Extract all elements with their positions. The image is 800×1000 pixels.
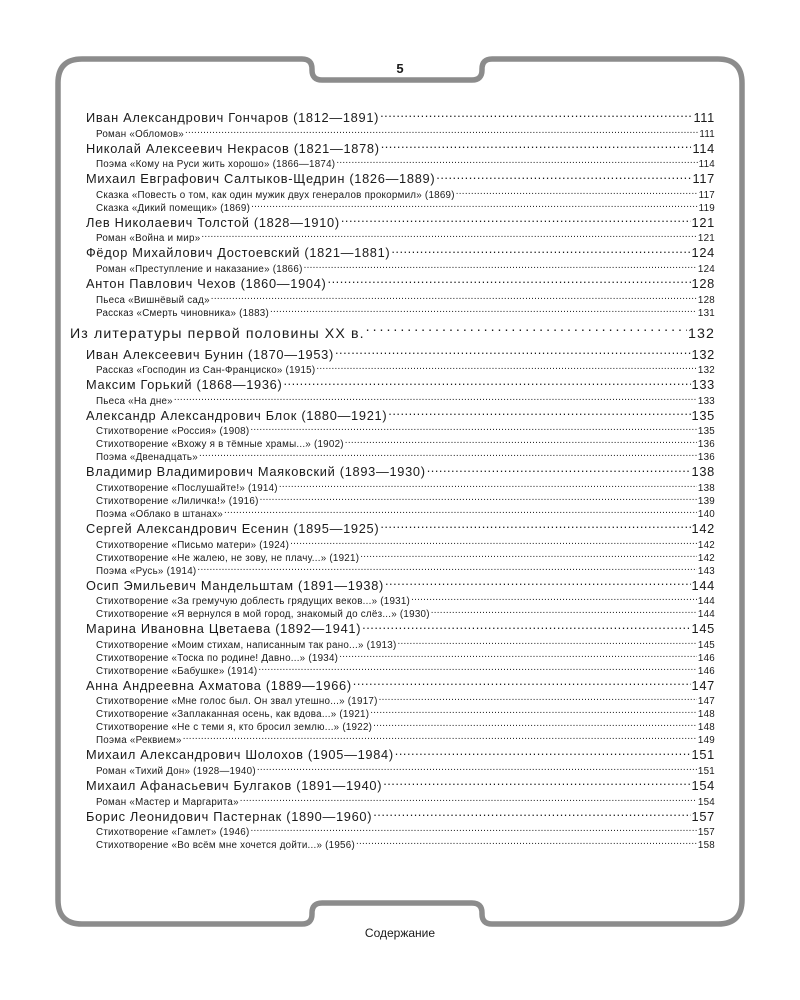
toc-entry-page-number: 147 (697, 696, 715, 707)
dot-leader (353, 676, 691, 690)
toc-entry-page-number: 133 (691, 377, 715, 393)
toc-entry-page-number: 135 (697, 426, 715, 437)
toc-entry-title: Михаил Евграфович Салтыков-Щедрин (1826—1889) (86, 171, 436, 187)
toc-work-entry (70, 200, 715, 213)
toc-entry-title: Рассказ «Господин из Сан-Франциско» (1915) (96, 365, 316, 376)
dot-leader (185, 126, 698, 137)
toc-entry-title: Роман «Тихий Дон» (1928—1940) (96, 765, 256, 776)
toc-author-entry (70, 375, 715, 393)
toc-entry-title: Анна Андреевна Ахматова (1889—1966) (86, 677, 352, 693)
dot-leader (260, 493, 697, 504)
toc-entry-page-number: 144 (697, 596, 715, 607)
dot-leader (224, 506, 697, 517)
toc-entry-title: Сказка «Повесть о том, как один мужик двух генералов прокормил» (1869) (96, 189, 455, 200)
toc-author-entry (70, 345, 715, 363)
toc-entry-page-number: 111 (693, 110, 715, 125)
toc-entry-page-number: 154 (697, 796, 715, 807)
toc-entry-title: Борис Леонидович Пастернак (1890—1960) (86, 808, 373, 824)
toc-work-entry (70, 493, 715, 506)
dot-leader (336, 156, 697, 167)
dot-leader (257, 763, 697, 774)
toc-entry-page-number: 149 (697, 735, 715, 746)
toc-author-entry (70, 745, 715, 763)
toc-entry-page-number: 117 (698, 189, 715, 200)
toc-section-entry (70, 323, 715, 345)
toc-entry-title: Пьеса «На дне» (96, 395, 173, 406)
toc-work-entry (70, 305, 715, 318)
toc-author-entry (70, 406, 715, 424)
toc-entry-page-number: 121 (697, 233, 715, 244)
toc-entry-title: Марина Ивановна Цветаева (1892—1941) (86, 621, 362, 637)
toc-entry-title: Поэма «Облако в штанах» (96, 508, 223, 519)
toc-author-entry (70, 243, 715, 261)
toc-entry-title: Роман «Мастер и Маргарита» (96, 796, 239, 807)
toc-work-entry (70, 593, 715, 606)
toc-work-entry (70, 362, 715, 375)
toc-entry-page-number: 124 (691, 245, 715, 261)
dot-leader (183, 732, 697, 743)
dot-leader (391, 243, 690, 257)
toc-entry-title: Стихотворение «Послушайте!» (1914) (96, 482, 278, 493)
dot-leader (395, 745, 691, 759)
toc-author-entry (70, 139, 715, 157)
toc-entry-page-number: 145 (697, 639, 715, 650)
toc-entry-page-number: 140 (697, 508, 715, 519)
toc-entry-page-number: 111 (699, 128, 715, 139)
toc-work-entry (70, 637, 715, 650)
toc-entry-page-number: 132 (688, 325, 715, 342)
toc-entry-title: Стихотворение «Тоска по родине! Давно...» (1934) (96, 652, 339, 663)
dot-leader (211, 292, 697, 303)
dot-leader (174, 393, 697, 404)
toc-work-entry (70, 550, 715, 563)
toc-entry-page-number: 147 (691, 677, 715, 693)
toc-entry-page-number: 142 (697, 539, 715, 550)
toc-entry-title: Стихотворение «Россия» (1908) (96, 426, 250, 437)
toc-entry-page-number: 136 (697, 439, 715, 450)
footer-label: Содержание (364, 926, 436, 940)
toc-work-entry (70, 606, 715, 619)
dot-leader (270, 305, 697, 316)
toc-entry-page-number: 151 (691, 747, 715, 763)
toc-author-entry (70, 213, 715, 231)
toc-entry-title: Стихотворение «Вхожу я в тёмные храмы...» (1902) (96, 439, 344, 450)
dot-leader (427, 462, 691, 476)
toc-author-entry (70, 519, 715, 537)
dot-leader (356, 837, 697, 848)
toc-entry-title: Иван Алексеевич Бунин (1870—1953) (86, 346, 334, 362)
toc-author-entry (70, 274, 715, 292)
toc-entry-title: Сказка «Дикий помещик» (1869) (96, 202, 251, 213)
toc-entry-title: Стихотворение «Письмо матери» (1924) (96, 539, 290, 550)
page-number: 5 (396, 61, 404, 76)
toc-entry-page-number: 124 (697, 263, 715, 274)
toc-work-entry (70, 126, 715, 139)
toc-entry-page-number: 148 (697, 709, 715, 720)
dot-leader (379, 693, 697, 704)
toc-entry-title: Стихотворение «Моим стихам, написанным так рано...» (1913) (96, 639, 397, 650)
dot-leader (373, 719, 697, 730)
toc-entry-title: Роман «Обломов» (96, 128, 184, 139)
dot-leader (201, 230, 696, 241)
toc-work-entry (70, 732, 715, 745)
toc-entry-page-number: 128 (691, 275, 715, 291)
toc-entry-title: Стихотворение «За гремучую доблесть грядущих веков...» (1931) (96, 596, 411, 607)
toc-entry-title: Николай Алексеевич Некрасов (1821—1878) (86, 140, 380, 156)
toc-entry-title: Максим Горький (1868—1936) (86, 377, 283, 393)
toc-author-entry (70, 676, 715, 694)
dot-leader (339, 650, 697, 661)
toc-work-entry (70, 480, 715, 493)
dot-leader (250, 423, 697, 434)
dot-leader (385, 576, 691, 590)
toc-entry-page-number: 119 (698, 202, 715, 213)
dot-leader (290, 537, 697, 548)
toc-author-entry (70, 462, 715, 480)
toc-work-entry (70, 292, 715, 305)
toc-entry-page-number: 135 (691, 407, 715, 423)
toc-entry-page-number: 138 (691, 464, 715, 480)
toc-entry-title: Из литературы первой половины XX в. (70, 325, 365, 342)
dot-leader (397, 637, 696, 648)
toc-entry-page-number: 154 (691, 777, 715, 793)
toc-work-entry (70, 506, 715, 519)
toc-work-entry (70, 156, 715, 169)
toc-work-entry (70, 650, 715, 663)
toc-entry-page-number: 157 (691, 808, 715, 824)
toc-work-entry (70, 763, 715, 776)
dot-leader (341, 213, 691, 227)
toc-entry-title: Стихотворение «Лиличка!» (1916) (96, 495, 259, 506)
toc-entry-title: Александр Александрович Блок (1880—1921) (86, 407, 388, 423)
toc-entry-title: Стихотворение «Мне голос был. Он звал утешно...» (1917) (96, 696, 378, 707)
toc-entry-title: Роман «Война и мир» (96, 233, 201, 244)
toc-entry-title: Поэма «Русь» (1914) (96, 565, 197, 576)
toc-work-entry (70, 824, 715, 837)
toc-work-entry (70, 837, 715, 850)
toc-entry-title: Поэма «Реквием» (96, 735, 182, 746)
dot-leader (279, 480, 697, 491)
table-of-contents (70, 108, 715, 850)
toc-entry-page-number: 142 (691, 520, 715, 536)
toc-work-entry (70, 794, 715, 807)
dot-leader (251, 824, 697, 835)
dot-leader (240, 794, 697, 805)
toc-entry-title: Осип Эмильевич Мандельштам (1891—1938) (86, 577, 384, 593)
dot-leader (251, 200, 698, 211)
toc-author-entry (70, 807, 715, 825)
dot-leader (328, 274, 691, 288)
dot-leader (197, 563, 696, 574)
toc-entry-title: Рассказ «Смерть чиновника» (1883) (96, 307, 269, 318)
toc-entry-page-number: 136 (697, 452, 715, 463)
dot-leader (373, 807, 690, 821)
toc-work-entry (70, 393, 715, 406)
toc-entry-title: Михаил Афанасьевич Булгаков (1891—1940) (86, 777, 383, 793)
dot-leader (411, 593, 697, 604)
dot-leader (345, 436, 697, 447)
toc-work-entry (70, 693, 715, 706)
toc-work-entry (70, 449, 715, 462)
toc-work-entry (70, 563, 715, 576)
dot-leader (199, 449, 697, 460)
toc-entry-title: Пьеса «Вишнёвый сад» (96, 294, 210, 305)
toc-entry-page-number: 131 (697, 307, 715, 318)
dot-leader (388, 406, 690, 420)
dot-leader (380, 519, 690, 533)
dot-leader (335, 345, 691, 359)
toc-entry-title: Стихотворение «Не жалею, не зову, не плачу...» (1921) (96, 552, 360, 563)
toc-entry-page-number: 132 (691, 346, 715, 362)
toc-entry-page-number: 128 (697, 294, 715, 305)
toc-entry-title: Роман «Преступление и наказание» (1866) (96, 263, 303, 274)
toc-entry-page-number: 143 (697, 565, 715, 576)
toc-author-entry (70, 619, 715, 637)
toc-entry-title: Стихотворение «Бабушке» (1914) (96, 665, 258, 676)
toc-entry-page-number: 121 (691, 214, 715, 230)
toc-entry-title: Иван Александрович Гончаров (1812—1891) (86, 110, 380, 125)
toc-entry-title: Поэма «Двенадцать» (96, 452, 198, 463)
toc-entry-page-number: 133 (697, 395, 715, 406)
toc-entry-page-number: 151 (697, 765, 715, 776)
dot-leader (383, 776, 690, 790)
dot-leader (360, 550, 697, 561)
toc-author-entry (70, 776, 715, 794)
toc-work-entry (70, 706, 715, 719)
dot-leader (283, 375, 690, 389)
toc-entry-page-number: 114 (698, 159, 715, 170)
toc-entry-title: Поэма «Кому на Руси жить хорошо» (1866—1874) (96, 159, 336, 170)
toc-work-entry (70, 663, 715, 676)
toc-entry-page-number: 157 (697, 827, 715, 838)
dot-leader (362, 619, 690, 633)
toc-author-entry (70, 108, 715, 126)
toc-entry-title: Михаил Александрович Шолохов (1905—1984) (86, 747, 394, 763)
toc-entry-title: Стихотворение «Заплаканная осень, как вдова...» (1921) (96, 709, 370, 720)
dot-leader (381, 139, 692, 153)
toc-entry-title: Сергей Александрович Есенин (1895—1925) (86, 520, 380, 536)
dot-leader (370, 706, 697, 717)
toc-work-entry (70, 719, 715, 732)
toc-author-entry (70, 576, 715, 594)
toc-entry-page-number: 144 (691, 577, 715, 593)
toc-entry-page-number: 146 (697, 652, 715, 663)
dot-leader (258, 663, 697, 674)
toc-entry-title: Стихотворение «Я вернулся в мой город, знакомый до слёз...» (1930) (96, 609, 430, 620)
toc-work-entry (70, 436, 715, 449)
toc-entry-title: Владимир Владимирович Маяковский (1893—1930) (86, 464, 426, 480)
dot-leader (436, 169, 691, 183)
toc-entry-title: Фёдор Михайлович Достоевский (1821—1881) (86, 245, 391, 261)
toc-entry-page-number: 145 (691, 621, 715, 637)
toc-entry-page-number: 158 (697, 840, 715, 851)
toc-work-entry (70, 230, 715, 243)
toc-work-entry (70, 537, 715, 550)
toc-entry-page-number: 146 (697, 665, 715, 676)
dot-leader (316, 362, 697, 373)
toc-entry-page-number: 139 (697, 495, 715, 506)
dot-leader (366, 323, 687, 338)
dot-leader (456, 187, 698, 198)
toc-entry-page-number: 144 (697, 609, 715, 620)
toc-entry-title: Стихотворение «Во всём мне хочется дойти...» (1956) (96, 840, 355, 851)
toc-entry-title: Антон Павлович Чехов (1860—1904) (86, 275, 327, 291)
dot-leader (304, 261, 697, 272)
toc-work-entry (70, 187, 715, 200)
toc-author-entry (70, 169, 715, 187)
toc-work-entry (70, 423, 715, 436)
toc-entry-page-number: 114 (692, 140, 715, 156)
toc-entry-title: Стихотворение «Не с теми я, кто бросил землю...» (1922) (96, 722, 373, 733)
toc-entry-title: Стихотворение «Гамлет» (1946) (96, 827, 250, 838)
toc-entry-page-number: 117 (692, 171, 715, 187)
dot-leader (380, 108, 692, 122)
toc-entry-page-number: 132 (697, 365, 715, 376)
toc-entry-page-number: 142 (697, 552, 715, 563)
toc-entry-page-number: 138 (697, 482, 715, 493)
toc-entry-page-number: 148 (697, 722, 715, 733)
dot-leader (431, 606, 697, 617)
toc-work-entry (70, 261, 715, 274)
toc-entry-title: Лев Николаевич Толстой (1828—1910) (86, 214, 340, 230)
